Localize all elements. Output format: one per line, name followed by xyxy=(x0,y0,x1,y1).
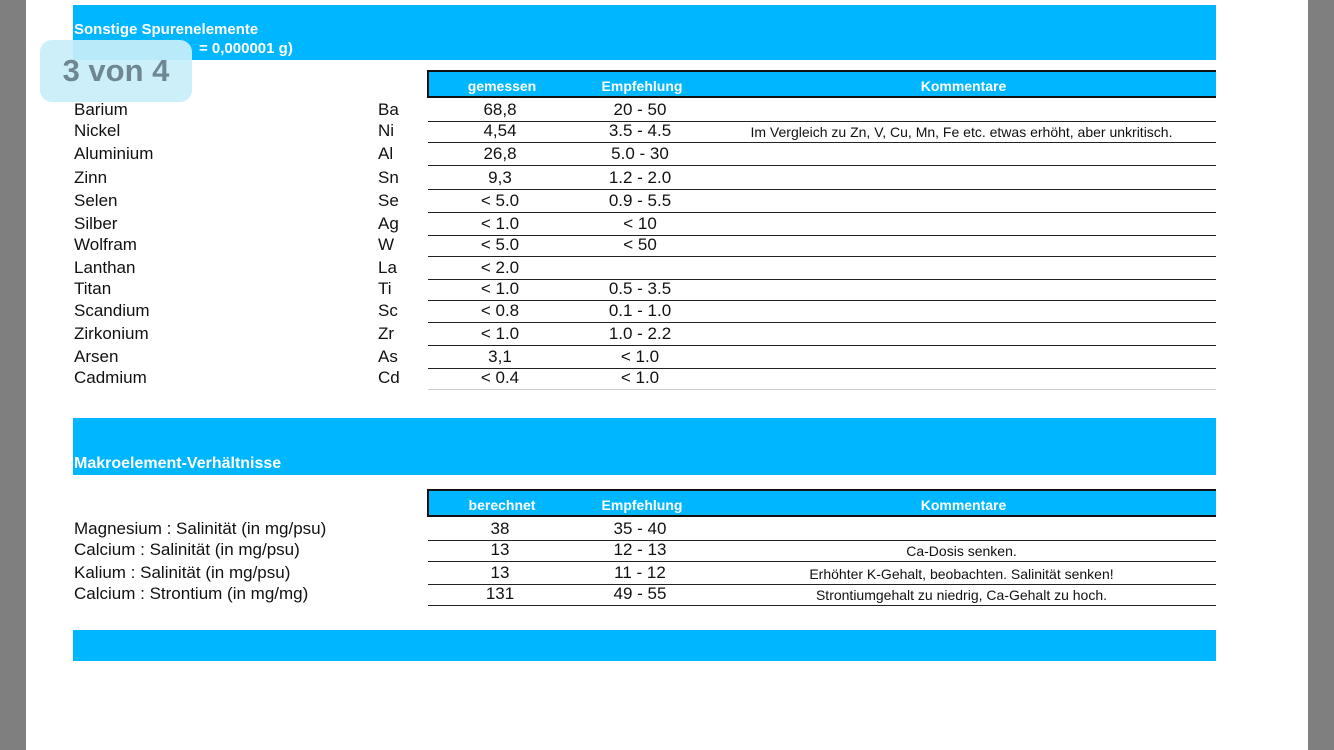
ratio-name: Calcium : Strontium (in mg/mg) xyxy=(74,584,309,603)
measured-value: < 1.0 xyxy=(480,214,520,233)
calculated-value: 13 xyxy=(490,540,510,559)
element-name: Cadmium xyxy=(74,368,147,387)
recommendation-value: 1.2 - 2.0 xyxy=(608,168,672,187)
element-symbol: As xyxy=(378,347,398,366)
measured-value: < 1.0 xyxy=(480,324,520,343)
row-divider xyxy=(428,389,1216,390)
header-recommendation: Empfehlung xyxy=(601,78,683,94)
row-divider xyxy=(428,322,1216,323)
table-header xyxy=(427,489,1216,517)
element-name: Aluminium xyxy=(74,144,154,163)
table-row xyxy=(0,168,1334,190)
measured-value: 4,54 xyxy=(483,121,517,140)
recommendation-value: 0.5 - 3.5 xyxy=(608,279,672,298)
row-divider xyxy=(428,165,1216,166)
table-row xyxy=(0,347,1334,369)
recommendation-value: 0.9 - 5.5 xyxy=(608,191,672,210)
element-symbol: La xyxy=(378,258,397,277)
table-row xyxy=(0,324,1334,346)
table-row xyxy=(0,368,1334,390)
element-symbol: Se xyxy=(378,191,399,210)
element-symbol: Ti xyxy=(378,279,392,298)
element-name: Zirkonium xyxy=(74,324,149,343)
table-row xyxy=(0,121,1334,143)
element-name: Arsen xyxy=(74,347,119,366)
recommendation-value: 20 - 50 xyxy=(613,100,667,119)
row-divider xyxy=(428,142,1216,143)
recommendation-value: 5.0 - 30 xyxy=(611,144,669,163)
table-row xyxy=(0,100,1334,122)
table-row xyxy=(0,540,1334,562)
section-title: Sonstige Spurenelemente xyxy=(74,21,259,38)
table-row xyxy=(0,235,1334,257)
ratio-name: Calcium : Salinität (in mg/psu) xyxy=(74,540,300,559)
row-divider xyxy=(428,256,1216,257)
comment-text: Strontiumgehalt zu niedrig, Ca-Gehalt zu hoch. xyxy=(815,587,1108,603)
row-divider xyxy=(428,561,1216,562)
row-divider xyxy=(428,345,1216,346)
header-comments: Kommentare xyxy=(920,78,1007,94)
element-symbol: Ni xyxy=(378,121,395,140)
header-comments: Kommentare xyxy=(920,497,1007,513)
header-measured: gemessen xyxy=(467,78,537,94)
element-name: Titan xyxy=(74,279,112,298)
recommendation-value: < 1.0 xyxy=(620,368,660,387)
measured-value: 26,8 xyxy=(483,144,517,163)
comment-text: Erhöhter K-Gehalt, beobachten. Salinität senken! xyxy=(809,566,1114,582)
section-footer-band xyxy=(73,630,1216,661)
table-row xyxy=(0,279,1334,301)
recommendation-value: < 10 xyxy=(623,214,657,233)
measured-value: < 5.0 xyxy=(480,235,520,254)
measured-value: < 2.0 xyxy=(480,258,520,277)
table-row xyxy=(0,144,1334,166)
recommendation-value: 12 - 13 xyxy=(613,540,667,559)
recommendation-value: 11 - 12 xyxy=(614,563,666,582)
comment-text: Im Vergleich zu Zn, V, Cu, Mn, Fe etc. etwas erhöht, aber unkritisch. xyxy=(750,124,1173,140)
measured-value: < 0.4 xyxy=(480,368,520,387)
recommendation-value: 49 - 55 xyxy=(613,584,667,603)
element-symbol: W xyxy=(378,235,395,254)
measured-value: < 0.8 xyxy=(480,301,520,320)
measured-value: 9,3 xyxy=(488,168,512,187)
ratio-name: Kalium : Salinität (in mg/psu) xyxy=(74,563,291,582)
recommendation-value: 35 - 40 xyxy=(613,519,667,538)
header-recommendation: Empfehlung xyxy=(601,497,683,513)
calculated-value: 131 xyxy=(485,584,515,603)
table-row xyxy=(0,584,1334,606)
element-name: Barium xyxy=(74,100,128,119)
element-name: Silber xyxy=(74,214,118,233)
element-symbol: Sn xyxy=(378,168,399,187)
section-title: Makroelement-Verhältnisse xyxy=(74,455,282,472)
table-header xyxy=(427,70,1216,98)
row-divider xyxy=(428,605,1216,606)
table-row xyxy=(0,519,1334,541)
recommendation-value: 3.5 - 4.5 xyxy=(608,121,672,140)
measured-value: < 1.0 xyxy=(480,279,520,298)
table-row xyxy=(0,214,1334,236)
element-symbol: Cd xyxy=(378,368,400,387)
table-row xyxy=(0,258,1334,280)
measured-value: 3,1 xyxy=(488,347,512,366)
section-header-trace-elements xyxy=(73,5,1216,60)
section-header-macro-ratios xyxy=(73,418,1216,475)
table-row xyxy=(0,191,1334,213)
recommendation-value: 0.1 - 1.0 xyxy=(608,301,672,320)
table-row xyxy=(0,301,1334,323)
recommendation-value: < 50 xyxy=(623,235,657,254)
element-symbol: Sc xyxy=(378,301,398,320)
element-symbol: Ba xyxy=(378,100,399,119)
section-subtitle: = 0,000001 g) xyxy=(199,40,293,57)
calculated-value: 38 xyxy=(490,519,510,538)
element-symbol: Ag xyxy=(378,214,399,233)
recommendation-value: < 1.0 xyxy=(620,347,660,366)
ratio-name: Magnesium : Salinität (in mg/psu) xyxy=(74,519,327,538)
element-name: Lanthan xyxy=(74,258,136,277)
comment-text: Ca-Dosis senken. xyxy=(906,543,1017,559)
calculated-value: 13 xyxy=(490,563,510,582)
row-divider xyxy=(428,212,1216,213)
element-symbol: Zr xyxy=(378,324,395,343)
element-symbol: Al xyxy=(378,144,394,163)
header-calculated: berechnet xyxy=(468,497,536,513)
table-row xyxy=(0,563,1334,585)
measured-value: < 5.0 xyxy=(480,191,520,210)
element-name: Wolfram xyxy=(74,235,137,254)
element-name: Zinn xyxy=(74,168,108,187)
element-name: Nickel xyxy=(74,121,121,140)
measured-value: 68,8 xyxy=(483,100,517,119)
row-divider xyxy=(428,189,1216,190)
recommendation-value: 1.0 - 2.2 xyxy=(608,324,672,343)
element-name: Selen xyxy=(74,191,118,210)
element-name: Scandium xyxy=(74,301,150,320)
page-indicator-badge: 3 von 4 xyxy=(40,40,192,102)
